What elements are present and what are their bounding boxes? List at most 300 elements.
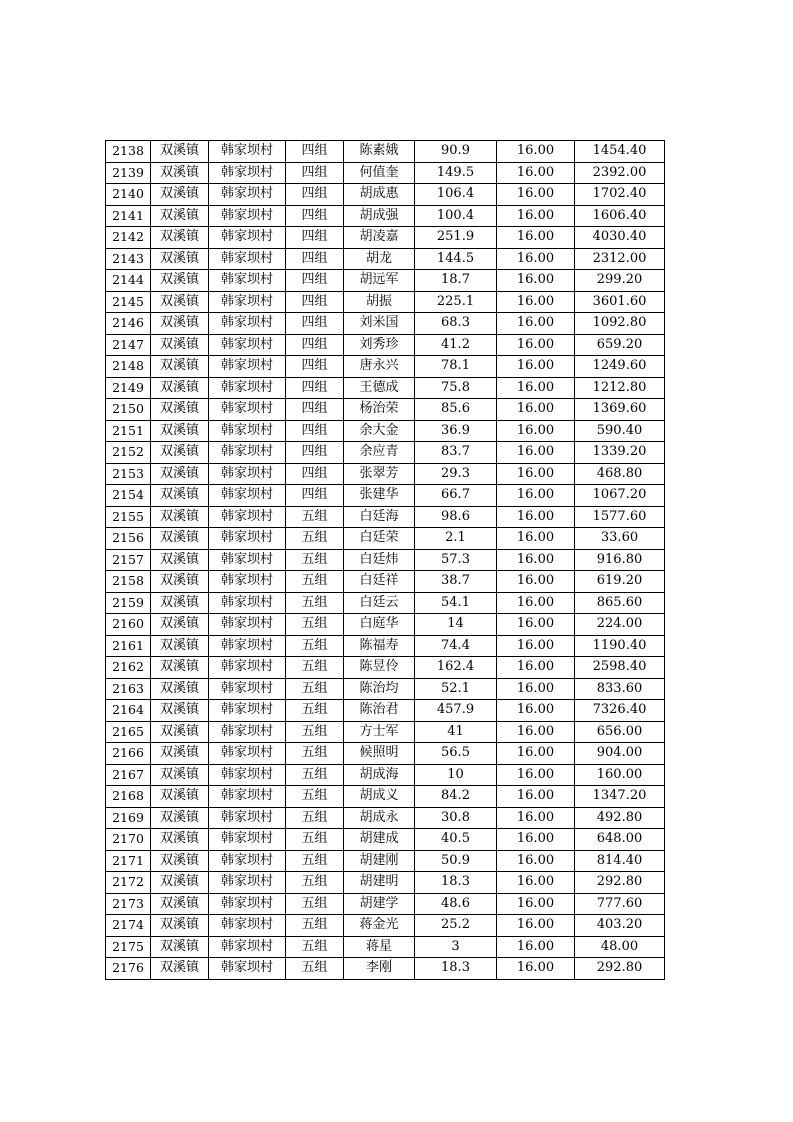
group-cell: 五组 (286, 872, 344, 894)
rate-cell: 16.00 (497, 463, 575, 485)
name-cell: 胡远军 (344, 270, 415, 292)
area-cell: 2.1 (415, 528, 497, 550)
town-cell: 双溪镇 (151, 915, 209, 937)
table-row (106, 743, 665, 765)
area-cell: 18.3 (415, 958, 497, 980)
town-cell: 双溪镇 (151, 442, 209, 464)
row-number-cell: 2166 (106, 743, 151, 765)
village-cell: 韩家坝村 (209, 807, 286, 829)
group-cell: 四组 (286, 227, 344, 249)
area-cell: 54.1 (415, 592, 497, 614)
amount-cell: 492.80 (575, 807, 665, 829)
name-cell: 白廷荣 (344, 528, 415, 550)
table-row (106, 141, 665, 163)
name-cell: 胡成惠 (344, 184, 415, 206)
table-row (106, 463, 665, 485)
village-cell: 韩家坝村 (209, 485, 286, 507)
area-cell: 48.6 (415, 893, 497, 915)
area-cell: 14 (415, 614, 497, 636)
area-cell: 84.2 (415, 786, 497, 808)
rate-cell: 16.00 (497, 399, 575, 421)
town-cell: 双溪镇 (151, 356, 209, 378)
area-cell: 56.5 (415, 743, 497, 765)
rate-cell: 16.00 (497, 678, 575, 700)
amount-cell: 224.00 (575, 614, 665, 636)
town-cell: 双溪镇 (151, 528, 209, 550)
village-cell: 韩家坝村 (209, 571, 286, 593)
rate-cell: 16.00 (497, 936, 575, 958)
area-cell: 38.7 (415, 571, 497, 593)
table-row (106, 700, 665, 722)
group-cell: 四组 (286, 463, 344, 485)
table-row (106, 442, 665, 464)
name-cell: 陈治均 (344, 678, 415, 700)
row-number-cell: 2154 (106, 485, 151, 507)
amount-cell: 904.00 (575, 743, 665, 765)
table-row (106, 291, 665, 313)
town-cell: 双溪镇 (151, 958, 209, 980)
row-number-cell: 2141 (106, 205, 151, 227)
village-cell: 韩家坝村 (209, 377, 286, 399)
town-cell: 双溪镇 (151, 227, 209, 249)
name-cell: 刘米国 (344, 313, 415, 335)
amount-cell: 590.40 (575, 420, 665, 442)
town-cell: 双溪镇 (151, 678, 209, 700)
area-cell: 83.7 (415, 442, 497, 464)
row-number-cell: 2143 (106, 248, 151, 270)
town-cell: 双溪镇 (151, 270, 209, 292)
area-cell: 457.9 (415, 700, 497, 722)
table-row (106, 764, 665, 786)
village-cell: 韩家坝村 (209, 678, 286, 700)
amount-cell: 2312.00 (575, 248, 665, 270)
amount-cell: 659.20 (575, 334, 665, 356)
village-cell: 韩家坝村 (209, 657, 286, 679)
village-cell: 韩家坝村 (209, 270, 286, 292)
table-row (106, 549, 665, 571)
village-cell: 韩家坝村 (209, 764, 286, 786)
group-cell: 四组 (286, 420, 344, 442)
table-row (106, 893, 665, 915)
amount-cell: 33.60 (575, 528, 665, 550)
rate-cell: 16.00 (497, 270, 575, 292)
town-cell: 双溪镇 (151, 334, 209, 356)
amount-cell: 299.20 (575, 270, 665, 292)
rate-cell: 16.00 (497, 872, 575, 894)
name-cell: 刘秀珍 (344, 334, 415, 356)
village-cell: 韩家坝村 (209, 420, 286, 442)
table-row (106, 356, 665, 378)
area-cell: 18.7 (415, 270, 497, 292)
name-cell: 白廷云 (344, 592, 415, 614)
village-cell: 韩家坝村 (209, 549, 286, 571)
group-cell: 五组 (286, 549, 344, 571)
amount-cell: 1577.60 (575, 506, 665, 528)
group-cell: 五组 (286, 528, 344, 550)
row-number-cell: 2155 (106, 506, 151, 528)
area-cell: 50.9 (415, 850, 497, 872)
name-cell: 余大金 (344, 420, 415, 442)
rate-cell: 16.00 (497, 764, 575, 786)
row-number-cell: 2139 (106, 162, 151, 184)
rate-cell: 16.00 (497, 850, 575, 872)
town-cell: 双溪镇 (151, 399, 209, 421)
name-cell: 蒋星 (344, 936, 415, 958)
row-number-cell: 2176 (106, 958, 151, 980)
rate-cell: 16.00 (497, 291, 575, 313)
rate-cell: 16.00 (497, 829, 575, 851)
table-row (106, 850, 665, 872)
group-cell: 五组 (286, 635, 344, 657)
table-row (106, 248, 665, 270)
amount-cell: 2598.40 (575, 657, 665, 679)
town-cell: 双溪镇 (151, 506, 209, 528)
amount-cell: 292.80 (575, 958, 665, 980)
town-cell: 双溪镇 (151, 850, 209, 872)
amount-cell: 648.00 (575, 829, 665, 851)
group-cell: 五组 (286, 850, 344, 872)
area-cell: 18.3 (415, 872, 497, 894)
town-cell: 双溪镇 (151, 141, 209, 163)
amount-cell: 1067.20 (575, 485, 665, 507)
rate-cell: 16.00 (497, 893, 575, 915)
row-number-cell: 2150 (106, 399, 151, 421)
group-cell: 五组 (286, 721, 344, 743)
town-cell: 双溪镇 (151, 614, 209, 636)
row-number-cell: 2170 (106, 829, 151, 851)
rate-cell: 16.00 (497, 915, 575, 937)
area-cell: 85.6 (415, 399, 497, 421)
group-cell: 四组 (286, 248, 344, 270)
name-cell: 胡建刚 (344, 850, 415, 872)
amount-cell: 1212.80 (575, 377, 665, 399)
name-cell: 白廷炜 (344, 549, 415, 571)
table-row (106, 270, 665, 292)
group-cell: 四组 (286, 356, 344, 378)
area-cell: 106.4 (415, 184, 497, 206)
village-cell: 韩家坝村 (209, 141, 286, 163)
rate-cell: 16.00 (497, 506, 575, 528)
amount-cell: 2392.00 (575, 162, 665, 184)
table-row (106, 635, 665, 657)
rate-cell: 16.00 (497, 614, 575, 636)
row-number-cell: 2175 (106, 936, 151, 958)
amount-cell: 916.80 (575, 549, 665, 571)
name-cell: 胡建学 (344, 893, 415, 915)
town-cell: 双溪镇 (151, 829, 209, 851)
table-row (106, 506, 665, 528)
town-cell: 双溪镇 (151, 291, 209, 313)
village-cell: 韩家坝村 (209, 872, 286, 894)
table-row (106, 936, 665, 958)
row-number-cell: 2167 (106, 764, 151, 786)
group-cell: 四组 (286, 162, 344, 184)
village-cell: 韩家坝村 (209, 313, 286, 335)
rate-cell: 16.00 (497, 356, 575, 378)
village-cell: 韩家坝村 (209, 893, 286, 915)
rate-cell: 16.00 (497, 571, 575, 593)
town-cell: 双溪镇 (151, 893, 209, 915)
amount-cell: 1454.40 (575, 141, 665, 163)
town-cell: 双溪镇 (151, 872, 209, 894)
group-cell: 五组 (286, 743, 344, 765)
village-cell: 韩家坝村 (209, 829, 286, 851)
amount-cell: 468.80 (575, 463, 665, 485)
village-cell: 韩家坝村 (209, 162, 286, 184)
village-cell: 韩家坝村 (209, 463, 286, 485)
row-number-cell: 2142 (106, 227, 151, 249)
rate-cell: 16.00 (497, 184, 575, 206)
row-number-cell: 2163 (106, 678, 151, 700)
row-number-cell: 2152 (106, 442, 151, 464)
row-number-cell: 2169 (106, 807, 151, 829)
town-cell: 双溪镇 (151, 786, 209, 808)
name-cell: 张建华 (344, 485, 415, 507)
town-cell: 双溪镇 (151, 657, 209, 679)
group-cell: 五组 (286, 592, 344, 614)
rate-cell: 16.00 (497, 958, 575, 980)
name-cell: 杨治荣 (344, 399, 415, 421)
row-number-cell: 2147 (106, 334, 151, 356)
name-cell: 胡龙 (344, 248, 415, 270)
table-row (106, 227, 665, 249)
row-number-cell: 2157 (106, 549, 151, 571)
village-cell: 韩家坝村 (209, 334, 286, 356)
village-cell: 韩家坝村 (209, 743, 286, 765)
village-cell: 韩家坝村 (209, 700, 286, 722)
area-cell: 98.6 (415, 506, 497, 528)
name-cell: 胡成义 (344, 786, 415, 808)
town-cell: 双溪镇 (151, 764, 209, 786)
table-row (106, 571, 665, 593)
village-cell: 韩家坝村 (209, 291, 286, 313)
town-cell: 双溪镇 (151, 463, 209, 485)
row-number-cell: 2162 (106, 657, 151, 679)
village-cell: 韩家坝村 (209, 442, 286, 464)
village-cell: 韩家坝村 (209, 850, 286, 872)
row-number-cell: 2138 (106, 141, 151, 163)
village-cell: 韩家坝村 (209, 786, 286, 808)
amount-cell: 1339.20 (575, 442, 665, 464)
amount-cell: 1347.20 (575, 786, 665, 808)
area-cell: 162.4 (415, 657, 497, 679)
rate-cell: 16.00 (497, 807, 575, 829)
name-cell: 胡建明 (344, 872, 415, 894)
amount-cell: 1702.40 (575, 184, 665, 206)
table-row (106, 592, 665, 614)
amount-cell: 865.60 (575, 592, 665, 614)
group-cell: 五组 (286, 786, 344, 808)
area-cell: 66.7 (415, 485, 497, 507)
village-cell: 韩家坝村 (209, 721, 286, 743)
name-cell: 方士军 (344, 721, 415, 743)
rate-cell: 16.00 (497, 549, 575, 571)
town-cell: 双溪镇 (151, 635, 209, 657)
table-row (106, 807, 665, 829)
name-cell: 胡建成 (344, 829, 415, 851)
row-number-cell: 2146 (106, 313, 151, 335)
row-number-cell: 2153 (106, 463, 151, 485)
area-cell: 41.2 (415, 334, 497, 356)
name-cell: 张翠芳 (344, 463, 415, 485)
town-cell: 双溪镇 (151, 184, 209, 206)
group-cell: 四组 (286, 313, 344, 335)
name-cell: 陈昱伶 (344, 657, 415, 679)
town-cell: 双溪镇 (151, 571, 209, 593)
area-cell: 74.4 (415, 635, 497, 657)
rate-cell: 16.00 (497, 162, 575, 184)
row-number-cell: 2140 (106, 184, 151, 206)
row-number-cell: 2145 (106, 291, 151, 313)
amount-cell: 48.00 (575, 936, 665, 958)
group-cell: 四组 (286, 141, 344, 163)
group-cell: 五组 (286, 657, 344, 679)
row-number-cell: 2159 (106, 592, 151, 614)
group-cell: 四组 (286, 334, 344, 356)
name-cell: 李刚 (344, 958, 415, 980)
village-cell: 韩家坝村 (209, 506, 286, 528)
table-row (106, 528, 665, 550)
rate-cell: 16.00 (497, 592, 575, 614)
rate-cell: 16.00 (497, 205, 575, 227)
name-cell: 陈素娥 (344, 141, 415, 163)
town-cell: 双溪镇 (151, 743, 209, 765)
name-cell: 余应青 (344, 442, 415, 464)
row-number-cell: 2172 (106, 872, 151, 894)
area-cell: 225.1 (415, 291, 497, 313)
group-cell: 四组 (286, 291, 344, 313)
table-body (106, 141, 665, 980)
amount-cell: 1369.60 (575, 399, 665, 421)
town-cell: 双溪镇 (151, 313, 209, 335)
area-cell: 41 (415, 721, 497, 743)
town-cell: 双溪镇 (151, 377, 209, 399)
group-cell: 四组 (286, 485, 344, 507)
village-cell: 韩家坝村 (209, 248, 286, 270)
area-cell: 100.4 (415, 205, 497, 227)
rate-cell: 16.00 (497, 635, 575, 657)
amount-cell: 403.20 (575, 915, 665, 937)
name-cell: 王德成 (344, 377, 415, 399)
table-row (106, 678, 665, 700)
village-cell: 韩家坝村 (209, 184, 286, 206)
group-cell: 五组 (286, 915, 344, 937)
area-cell: 57.3 (415, 549, 497, 571)
table-row (106, 334, 665, 356)
table-row (106, 485, 665, 507)
row-number-cell: 2149 (106, 377, 151, 399)
row-number-cell: 2161 (106, 635, 151, 657)
group-cell: 五组 (286, 764, 344, 786)
group-cell: 五组 (286, 506, 344, 528)
table-row (106, 162, 665, 184)
amount-cell: 1092.80 (575, 313, 665, 335)
name-cell: 陈福寿 (344, 635, 415, 657)
group-cell: 五组 (286, 936, 344, 958)
rate-cell: 16.00 (497, 248, 575, 270)
group-cell: 五组 (286, 829, 344, 851)
town-cell: 双溪镇 (151, 936, 209, 958)
village-cell: 韩家坝村 (209, 958, 286, 980)
table-row (106, 313, 665, 335)
name-cell: 唐永兴 (344, 356, 415, 378)
group-cell: 五组 (286, 893, 344, 915)
amount-cell: 3601.60 (575, 291, 665, 313)
amount-cell: 833.60 (575, 678, 665, 700)
rate-cell: 16.00 (497, 313, 575, 335)
area-cell: 40.5 (415, 829, 497, 851)
area-cell: 25.2 (415, 915, 497, 937)
area-cell: 3 (415, 936, 497, 958)
village-cell: 韩家坝村 (209, 227, 286, 249)
name-cell: 胡凌嘉 (344, 227, 415, 249)
village-cell: 韩家坝村 (209, 915, 286, 937)
table-row (106, 614, 665, 636)
row-number-cell: 2164 (106, 700, 151, 722)
area-cell: 36.9 (415, 420, 497, 442)
village-cell: 韩家坝村 (209, 592, 286, 614)
amount-cell: 7326.40 (575, 700, 665, 722)
amount-cell: 1606.40 (575, 205, 665, 227)
town-cell: 双溪镇 (151, 248, 209, 270)
village-cell: 韩家坝村 (209, 936, 286, 958)
town-cell: 双溪镇 (151, 205, 209, 227)
table-row (106, 184, 665, 206)
area-cell: 30.8 (415, 807, 497, 829)
group-cell: 四组 (286, 205, 344, 227)
table-row (106, 205, 665, 227)
village-cell: 韩家坝村 (209, 528, 286, 550)
rate-cell: 16.00 (497, 700, 575, 722)
row-number-cell: 2148 (106, 356, 151, 378)
group-cell: 四组 (286, 442, 344, 464)
town-cell: 双溪镇 (151, 549, 209, 571)
group-cell: 四组 (286, 270, 344, 292)
rate-cell: 16.00 (497, 227, 575, 249)
rate-cell: 16.00 (497, 420, 575, 442)
area-cell: 90.9 (415, 141, 497, 163)
area-cell: 52.1 (415, 678, 497, 700)
area-cell: 251.9 (415, 227, 497, 249)
group-cell: 五组 (286, 807, 344, 829)
group-cell: 五组 (286, 958, 344, 980)
group-cell: 四组 (286, 377, 344, 399)
row-number-cell: 2160 (106, 614, 151, 636)
rate-cell: 16.00 (497, 377, 575, 399)
village-cell: 韩家坝村 (209, 614, 286, 636)
rate-cell: 16.00 (497, 657, 575, 679)
area-cell: 144.5 (415, 248, 497, 270)
name-cell: 何值奎 (344, 162, 415, 184)
row-number-cell: 2144 (106, 270, 151, 292)
name-cell: 蒋金光 (344, 915, 415, 937)
name-cell: 陈治君 (344, 700, 415, 722)
rate-cell: 16.00 (497, 743, 575, 765)
town-cell: 双溪镇 (151, 700, 209, 722)
rate-cell: 16.00 (497, 141, 575, 163)
name-cell: 胡成海 (344, 764, 415, 786)
area-cell: 10 (415, 764, 497, 786)
row-number-cell: 2174 (106, 915, 151, 937)
group-cell: 四组 (286, 184, 344, 206)
town-cell: 双溪镇 (151, 485, 209, 507)
table-row (106, 829, 665, 851)
group-cell: 四组 (286, 399, 344, 421)
town-cell: 双溪镇 (151, 162, 209, 184)
table-row (106, 872, 665, 894)
amount-cell: 4030.40 (575, 227, 665, 249)
table-row (106, 786, 665, 808)
